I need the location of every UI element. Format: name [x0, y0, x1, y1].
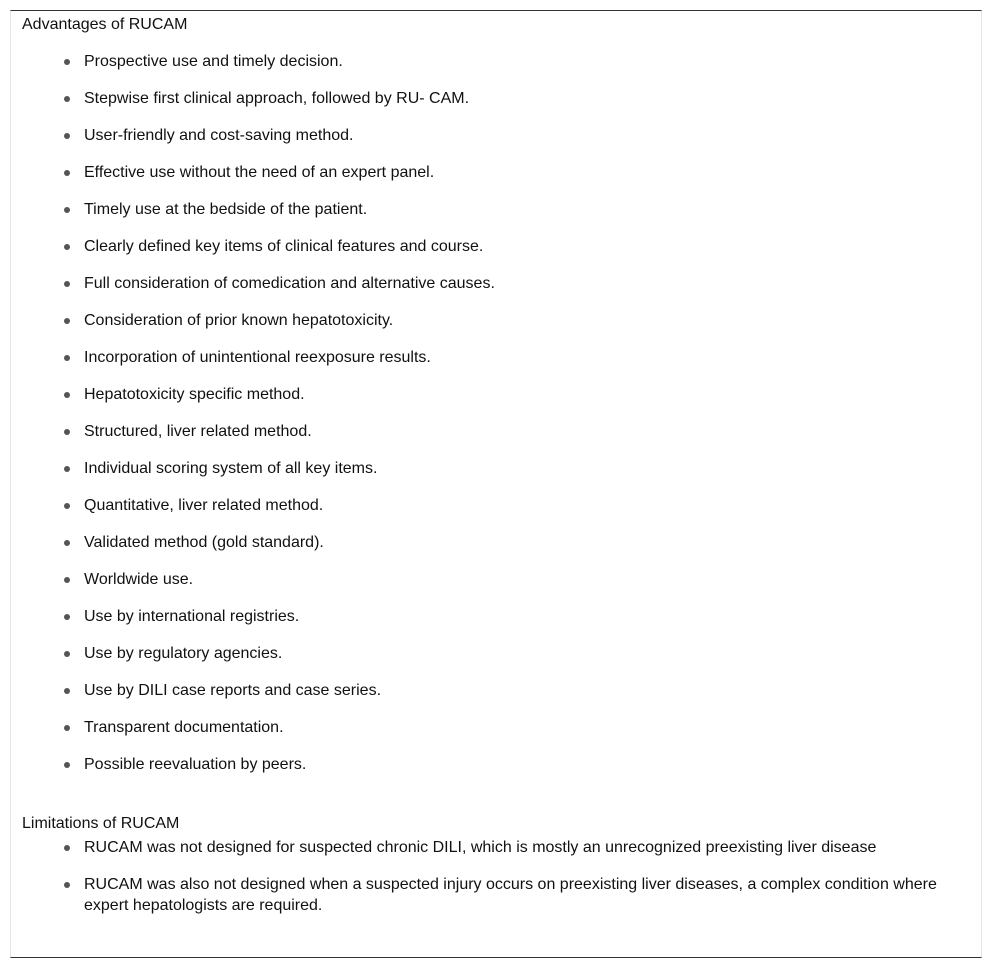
list-item-text: User-friendly and cost-saving method.	[84, 127, 354, 144]
list-item	[11, 532, 983, 569]
bullet-icon	[64, 429, 70, 435]
list-item	[11, 310, 983, 347]
list-item-text: Use by DILI case reports and case series.	[84, 682, 382, 699]
list-item	[11, 874, 983, 916]
bullet-icon	[64, 133, 70, 139]
bullet-icon	[64, 762, 70, 768]
bullet-icon	[64, 207, 70, 213]
list-item	[11, 754, 983, 791]
list-item	[11, 717, 983, 754]
list-item-text: Timely use at the bedside of the patient.	[84, 201, 368, 218]
list-item	[11, 51, 983, 88]
list-item-text: Full consideration of comedication and alternative causes.	[84, 275, 495, 292]
bullet-icon	[64, 318, 70, 324]
bullet-icon	[64, 96, 70, 102]
bullet-icon	[64, 392, 70, 398]
bullet-icon	[64, 688, 70, 694]
bullet-icon	[64, 845, 70, 851]
limitations-list	[11, 837, 983, 932]
list-item-text: Use by regulatory agencies.	[84, 645, 283, 662]
list-item	[11, 125, 983, 162]
list-item-text: Stepwise first clinical approach, followed by RU- CAM.	[84, 90, 470, 107]
bullet-icon	[64, 651, 70, 657]
list-item-text: Individual scoring system of all key items.	[84, 460, 378, 477]
list-item-text: Prospective use and timely decision.	[84, 53, 343, 70]
list-item-text: Use by international registries.	[84, 608, 300, 625]
list-item	[11, 569, 983, 606]
list-item-text: Incorporation of unintentional reexposure results.	[84, 349, 431, 366]
list-item	[11, 643, 983, 680]
bullet-icon	[64, 355, 70, 361]
bullet-icon	[64, 59, 70, 65]
bullet-icon	[64, 725, 70, 731]
list-item-text: Structured, liver related method.	[84, 423, 312, 440]
bullet-icon	[64, 466, 70, 472]
list-item	[11, 421, 983, 458]
list-item-text: Clearly defined key items of clinical features and course.	[84, 238, 484, 255]
bullet-icon	[64, 577, 70, 583]
list-item	[11, 236, 983, 273]
list-item-text: Worldwide use.	[84, 571, 194, 588]
bullet-icon	[64, 614, 70, 620]
rucam-table	[10, 10, 982, 958]
list-item-text: Possible reevaluation by peers.	[84, 756, 307, 773]
list-item-text: RUCAM was also not designed when a suspected injury occurs on preexisting liver diseases, a complex condition where expert hepatologists are required.	[84, 876, 937, 914]
advantages-heading: Advantages of RUCAM	[22, 16, 188, 33]
bullet-icon	[64, 540, 70, 546]
limitations-heading: Limitations of RUCAM	[22, 815, 180, 832]
list-item	[11, 495, 983, 532]
list-item-text: Hepatotoxicity specific method.	[84, 386, 305, 403]
list-item-text: RUCAM was not designed for suspected chronic DILI, which is mostly an unrecognized preexisting liver disease	[84, 839, 877, 856]
advantages-list	[11, 51, 983, 791]
list-item-text: Consideration of prior known hepatotoxicity.	[84, 312, 394, 329]
list-item	[11, 162, 983, 199]
list-item-text: Transparent documentation.	[84, 719, 284, 736]
list-item	[11, 606, 983, 643]
list-item	[11, 837, 983, 858]
list-item	[11, 199, 983, 236]
list-item-text: Effective use without the need of an expert panel.	[84, 164, 435, 181]
list-item	[11, 347, 983, 384]
list-item	[11, 680, 983, 717]
list-item	[11, 384, 983, 421]
bullet-icon	[64, 882, 70, 888]
list-item	[11, 273, 983, 310]
list-item-text: Quantitative, liver related method.	[84, 497, 324, 514]
bullet-icon	[64, 281, 70, 287]
bullet-icon	[64, 170, 70, 176]
list-item	[11, 458, 983, 495]
list-item-text: Validated method (gold standard).	[84, 534, 324, 551]
bullet-icon	[64, 244, 70, 250]
list-item	[11, 88, 983, 125]
bullet-icon	[64, 503, 70, 509]
